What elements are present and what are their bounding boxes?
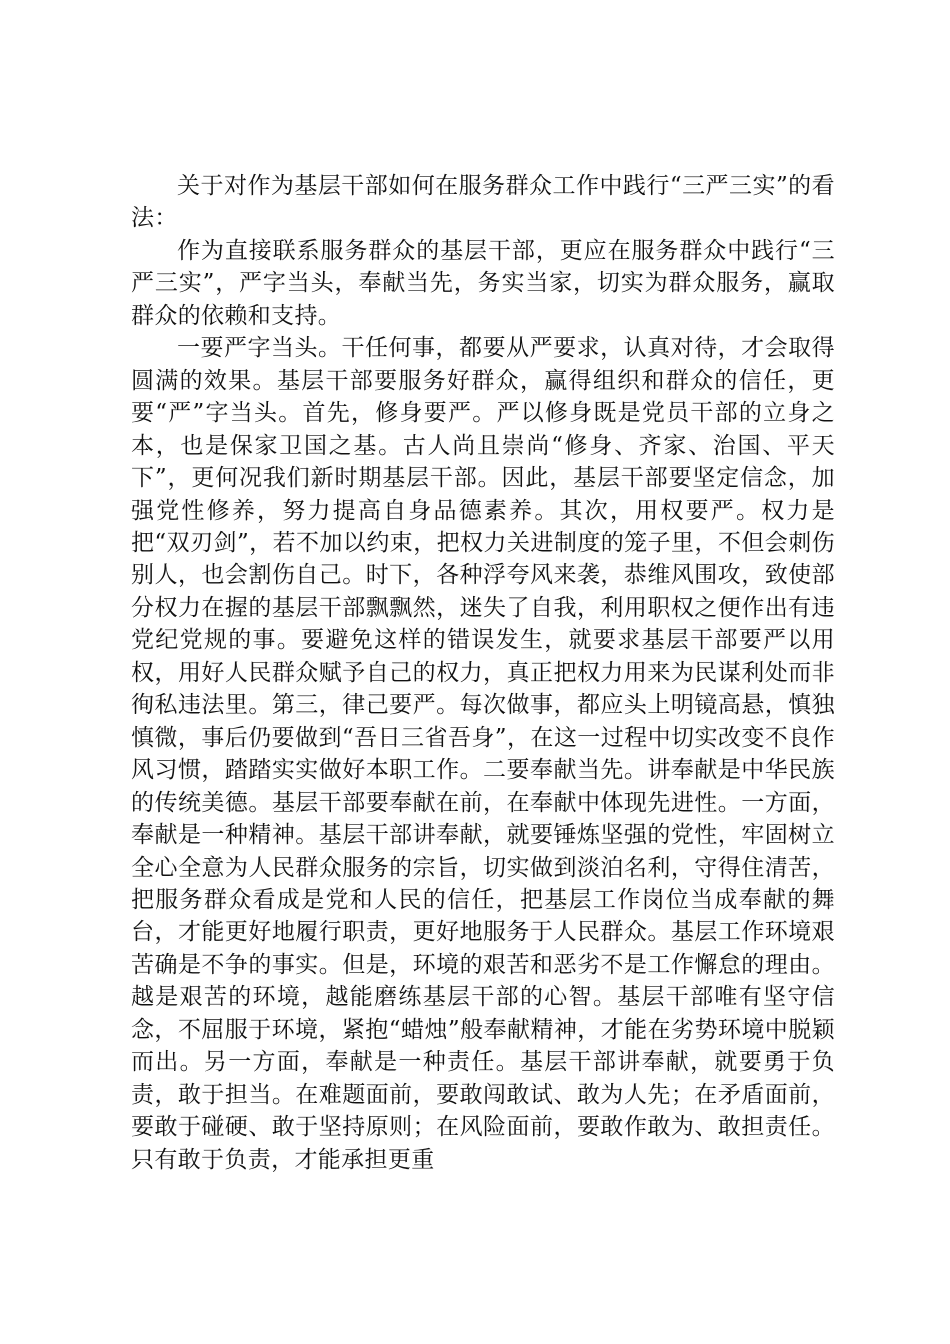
document-body <box>131 170 835 1176</box>
paragraph-summary: 作为直接联系服务群众的基层干部，更应在服务群众中践行“三严三实”，严字当头，奉献当先，务实当家，切实为群众服务，赢取群众的依赖和支持。 <box>131 237 835 329</box>
paragraph-intro-question: 关于对作为基层干部如何在服务群众工作中践行“三严三实”的看法： <box>131 173 835 232</box>
paragraph-main-body: 一要严字当头。干任何事，都要从严要求，认真对待，才会取得圆满的效果。基层干部要服务好群众，赢得组织和群众的信任，更要“严”字当头。首先，修身要严。严以修身既是党员干部的立身之本，也是保家卫国之基。古人尚且崇尚“修身、齐家、治国、平天下”，更何况我们新时期基层干部。因此，基层干部要坚定信念，加强党性修养，努力提高自身品德素养。其次，用权要严。权力是把“双刃剑”，若不加以约束，把权力关进制度的笼子里，不但会刺伤别人，也会割伤自己。时下，各种浮夸风来袭，恭维风围攻，致使部分权力在握的基层干部飘飘然，迷失了自我，利用职权之便作出有违党纪党规的事。要避免这样的错误发生，就要求基层干部要严以用权，用好人民群众赋予自己的权力，真正把权力用来为民谋利处而非徇私违法里。第三，律己要严。每次做事，都应头上明镜高悬，慎独慎微，事后仍要做到“吾日三省吾身”，在这一过程中切实改变不良作风习惯，踏踏实实做好本职工作。二要奉献当先。讲奉献是中华民族的传统美德。基层干部要奉献在前，在奉献中体现先进性。一方面，奉献是一种精神。基层干部讲奉献，就要锤炼坚强的党性，牢固树立全心全意为人民群众服务的宗旨，切实做到淡泊名利，守得住清苦，把服务群众看成是党和人民的信任，把基层工作岗位当成奉献的舞台，才能更好地履行职责，更好地服务于人民群众。基层工作环境艰苦确是不争的事实。但是，环境的艰苦和恶劣不是工作懈怠的理由。越是艰苦的环境，越能磨练基层干部的心智。基层干部唯有坚守信念，不屈服于环境，紧抱“蜡烛”般奉献精神，才能在劣势环境中脱颖而出。另一方面，奉献是一种责任。基层干部讲奉献，就要勇于负责，敢于担当。在难题面前，要敢闯敢试、敢为人先；在矛盾面前，要敢于碰硬、敢于坚持原则；在风险面前，要敢作敢为、敢担责任。只有敢于负责，才能承担更重 <box>131 335 835 1173</box>
